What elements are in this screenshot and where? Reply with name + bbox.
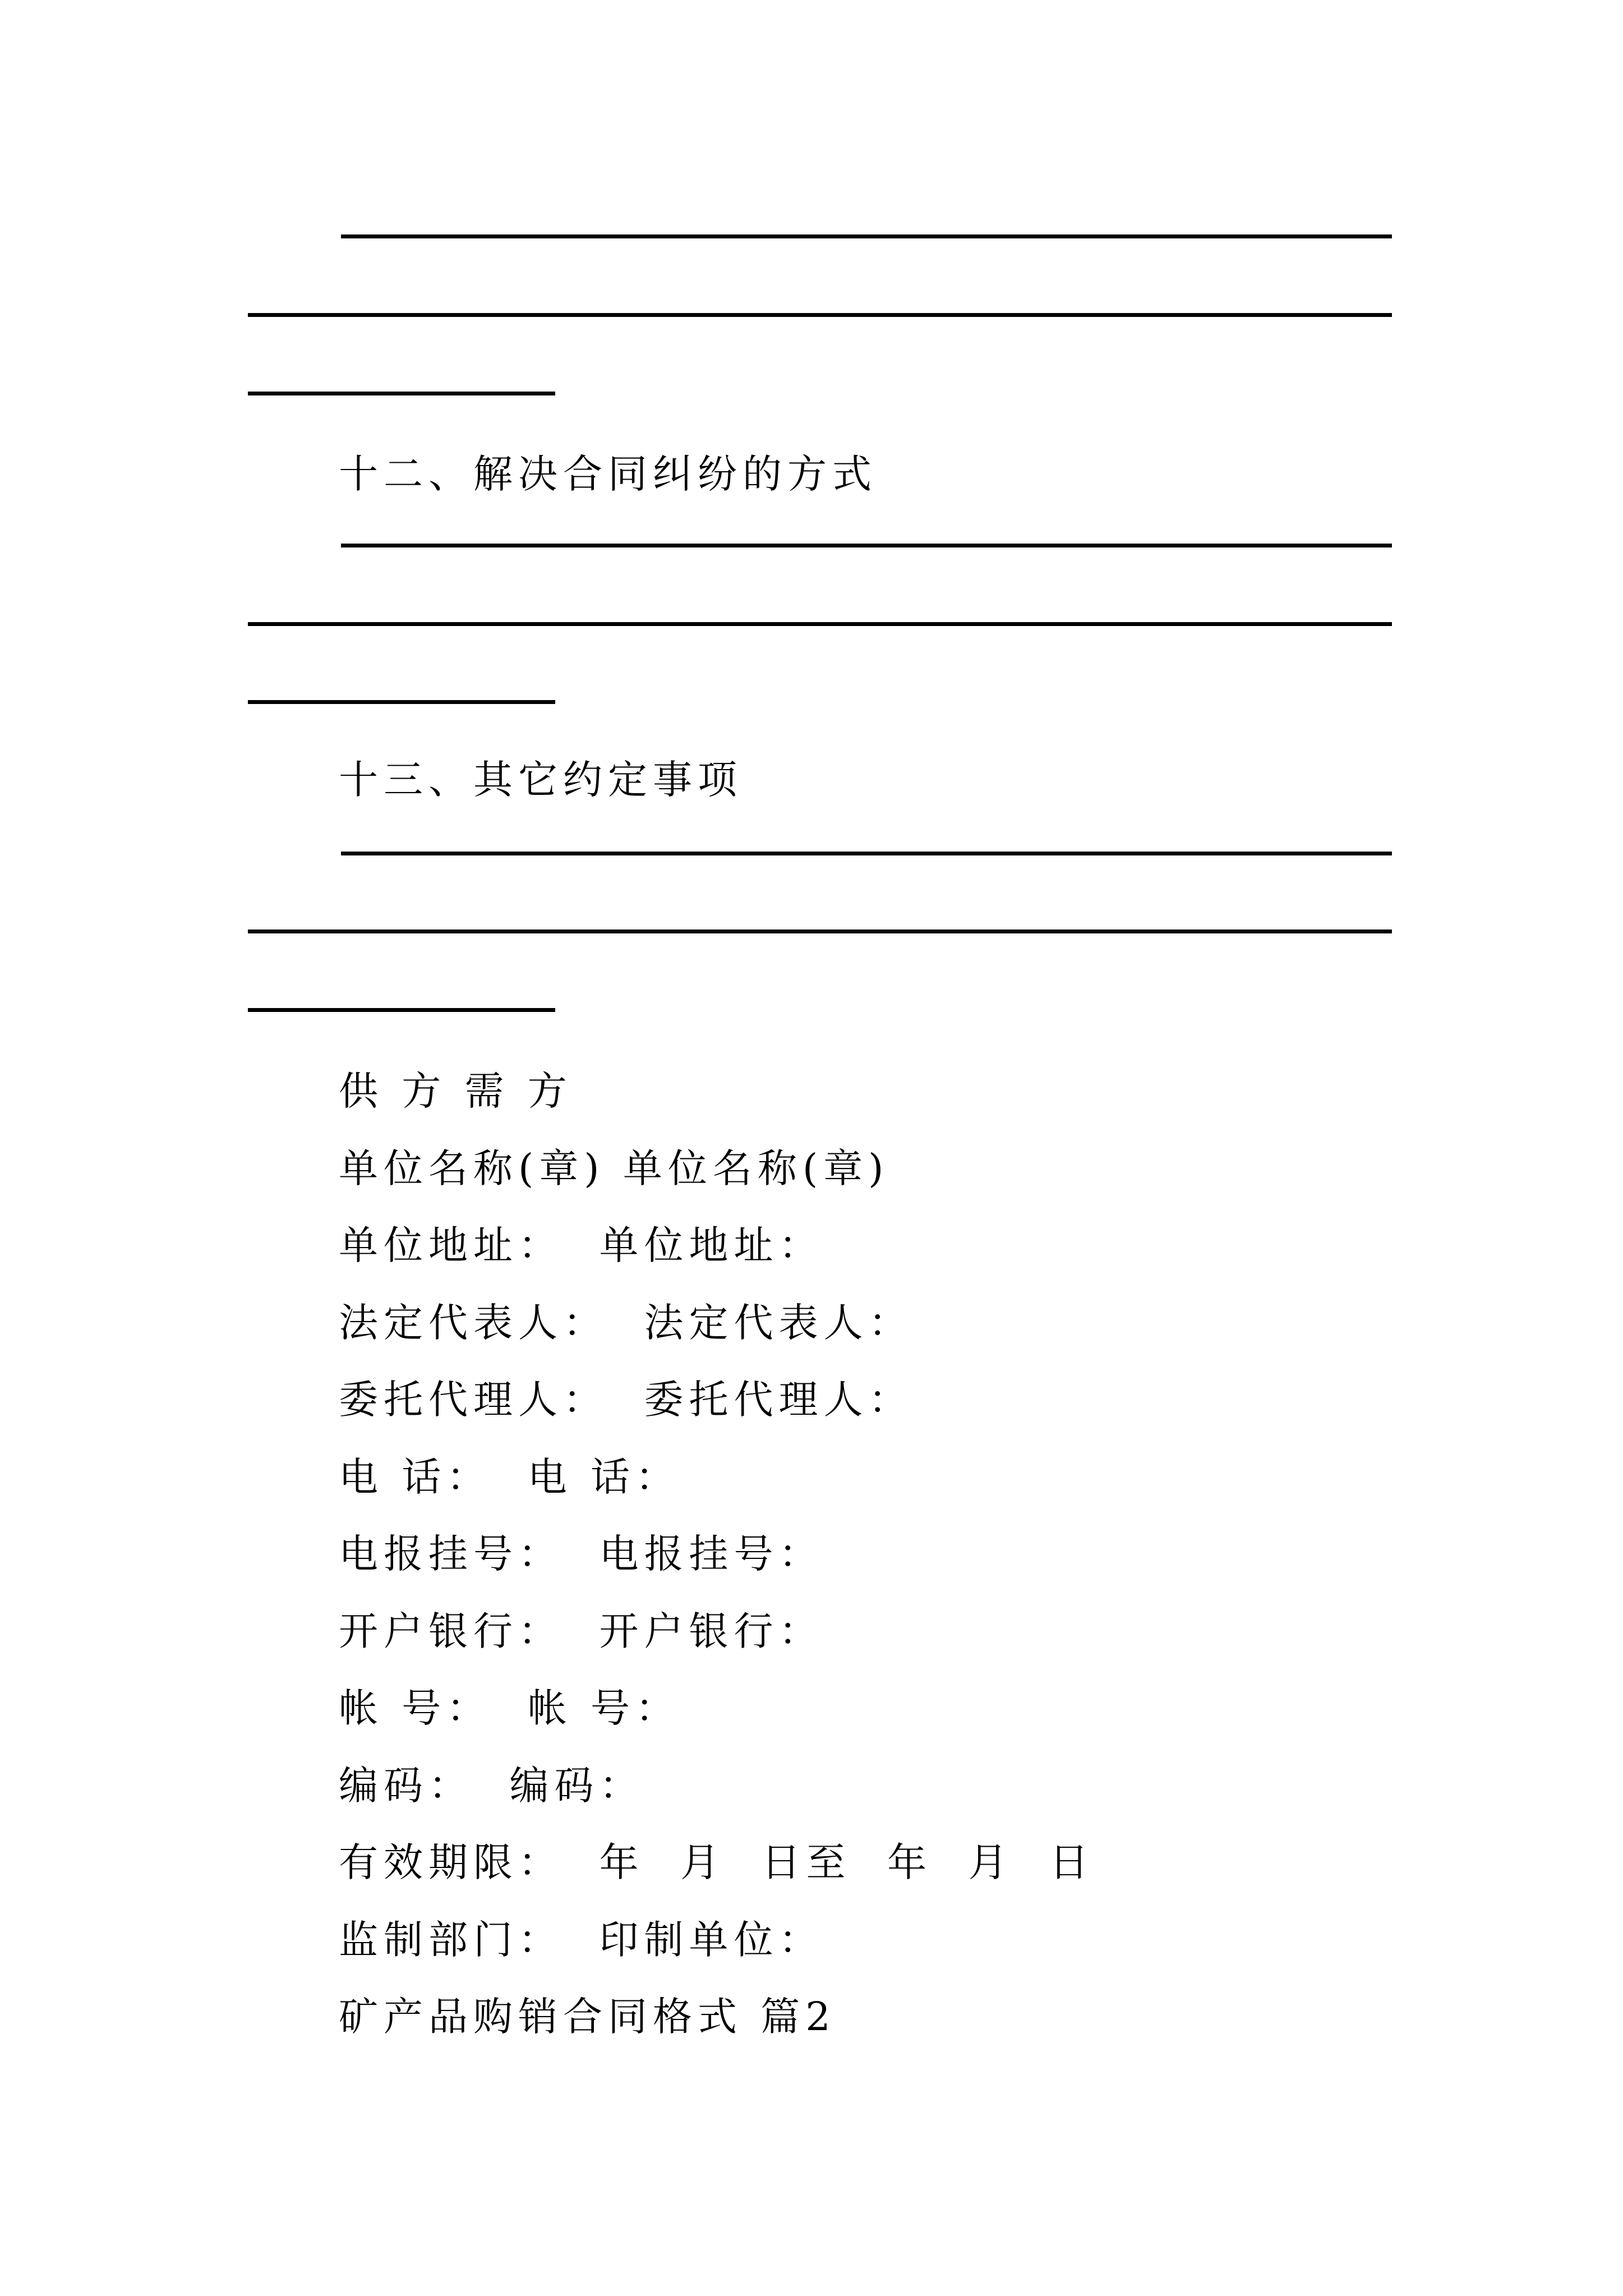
section-heading: 十二、解决合同纠纷的方式 xyxy=(339,451,877,497)
section-heading: 十三、其它约定事项 xyxy=(339,757,743,803)
blank-line xyxy=(341,544,1392,547)
signature-line: 电报挂号： 电报挂号： xyxy=(339,1531,824,1577)
signature-line: 有效期限： 年 月 日至 年 月 日 xyxy=(339,1839,1095,1885)
signature-line: 编码： 编码： xyxy=(339,1763,644,1809)
blank-line xyxy=(248,392,555,395)
blank-line xyxy=(248,622,1392,626)
signature-line: 帐 号： 帐 号： xyxy=(339,1685,681,1731)
blank-line xyxy=(341,234,1392,238)
blank-line xyxy=(248,313,1392,317)
signature-line: 单位地址： 单位地址： xyxy=(339,1222,824,1268)
blank-line xyxy=(341,852,1392,855)
blank-line xyxy=(248,700,555,704)
next-section-title: 矿产品购销合同格式 篇2 xyxy=(339,1994,836,2040)
signature-line: 电 话： 电 话： xyxy=(339,1454,681,1500)
signature-line: 法定代表人： 法定代表人： xyxy=(339,1300,914,1346)
signature-line: 开户银行： 开户银行： xyxy=(339,1608,824,1654)
signature-header: 供 方 需 方 xyxy=(339,1068,573,1114)
signature-line: 单位名称(章) 单位名称(章) xyxy=(339,1145,889,1191)
blank-line xyxy=(248,1008,555,1012)
blank-line xyxy=(248,930,1392,933)
signature-line: 监制部门： 印制单位： xyxy=(339,1917,824,1963)
signature-line: 委托代理人： 委托代理人： xyxy=(339,1377,914,1423)
